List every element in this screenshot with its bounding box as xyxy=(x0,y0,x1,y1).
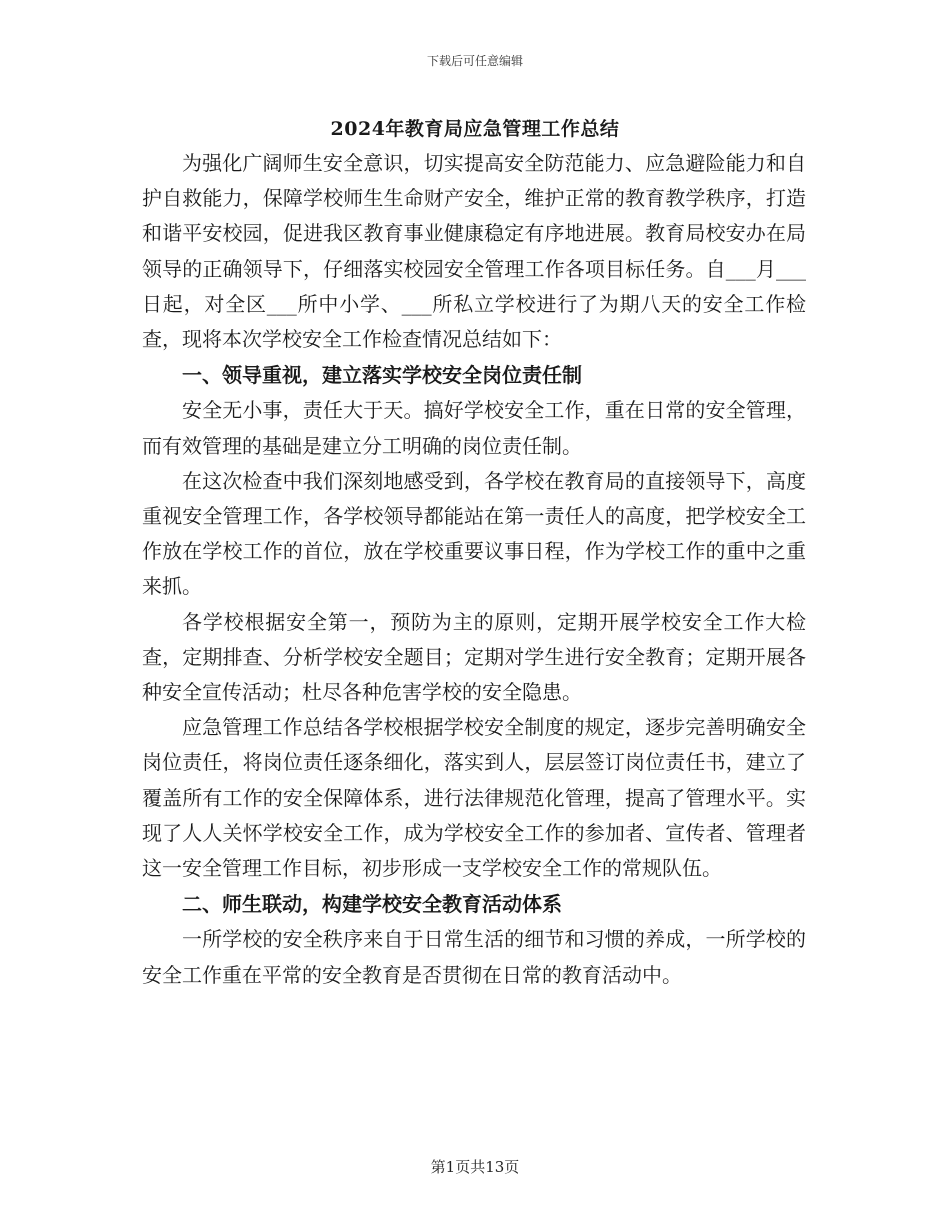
section-heading-2: 二、师生联动，构建学校安全教育活动体系 xyxy=(182,892,562,917)
header-note: 下载后可任意编辑 xyxy=(426,54,523,68)
paragraph: 一所学校的安全秩序来自于日常生活的细节和习惯的养成，一所学校的安全工作重在平常的安全教育是否贯彻在日常的教育活动中。 xyxy=(142,927,806,987)
document-body xyxy=(142,146,806,993)
paragraph: 安全无小事，责任大于天。搞好学校安全工作，重在日常的安全管理，而有效管理的基础是建立分工明确的岗位责任制。 xyxy=(142,398,806,458)
page-footer: 第1页共13页 xyxy=(430,1158,520,1176)
paragraph: 应急管理工作总结各学校根据学校安全制度的规定，逐步完善明确安全岗位责任，将岗位责任逐条细化，落实到人，层层签订岗位责任书，建立了覆盖所有工作的安全保障体系，进行法律规范化管理，提高了管理水平。实现了人人关怀学校安全工作，成为学校安全工作的参加者、宣传者、管理者这一安全管理工作目标，初步形成一支学校安全工作的常规队伍。 xyxy=(142,715,806,881)
paragraph-intro: 为强化广阔师生安全意识，切实提高安全防范能力、应急避险能力和自护自救能力，保障学校师生生命财产安全，维护正常的教育教学秩序，打造和谐平安校园，促进我区教育事业健康稳定有序地进展。教育局校安办在局领导的正确领导下，仔细落实校园安全管理工作各项目标任务。自___月___日起，对全区___所中小学、___所私立学校进行了为期八天的安全工作检查，现将本次学校安全工作检查情况总结如下： xyxy=(142,151,806,352)
paragraph: 各学校根据安全第一，预防为主的原则，定期开展学校安全工作大检查，定期排查、分析学校安全题目；定期对学生进行安全教育；定期开展各种安全宣传活动；杜尽各种危害学校的安全隐患。 xyxy=(142,609,806,705)
document-title: 2024年教育局应急管理工作总结 xyxy=(330,118,620,140)
section-heading-1: 一、领导重视，建立落实学校安全岗位责任制 xyxy=(182,363,582,388)
paragraph: 在这次检查中我们深刻地感受到，各学校在教育局的直接领导下，高度重视安全管理工作，各学校领导都能站在第一责任人的高度，把学校安全工作放在学校工作的首位，放在学校重要议事日程，作为学校工作的重中之重来抓。 xyxy=(142,468,806,599)
